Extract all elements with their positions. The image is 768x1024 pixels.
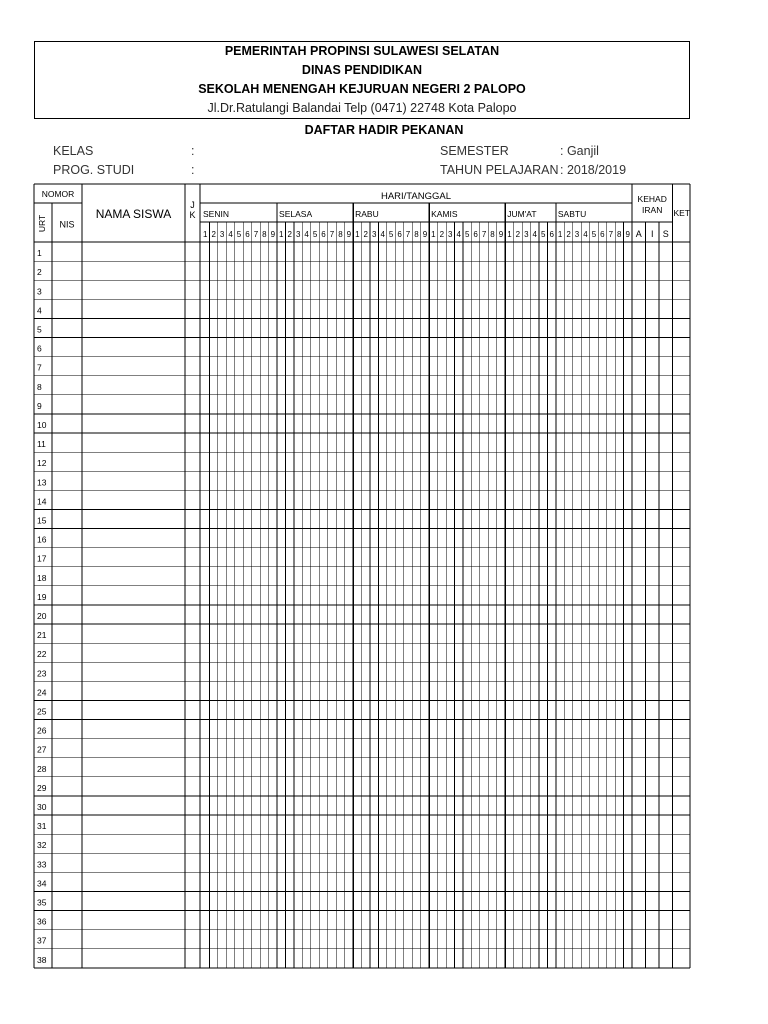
period-number: 4 [304, 230, 309, 239]
attendance-code-s: S [662, 229, 669, 239]
period-number: 4 [456, 230, 461, 239]
row-number: 19 [37, 591, 47, 602]
jk-label-j: J [190, 200, 195, 210]
period-number: 1 [202, 230, 208, 239]
row-number: 12 [37, 458, 47, 469]
row-number: 32 [37, 840, 47, 851]
period-number: 6 [321, 230, 326, 239]
period-number: 4 [228, 230, 233, 239]
period-number: 2 [439, 230, 445, 239]
row-number: 10 [37, 420, 47, 430]
kehadiran-label-line2: IRAN [642, 205, 663, 215]
period-number: 6 [397, 230, 402, 239]
kelas-label: KELAS [53, 144, 94, 158]
period-number: 9 [422, 230, 428, 239]
period-number: 1 [507, 230, 512, 239]
urt-label: URT [37, 214, 47, 233]
attendance-code-i: I [650, 229, 654, 239]
period-number: 8 [617, 230, 622, 239]
row-number: 25 [37, 706, 47, 717]
day-label-jumat: JUM'AT [507, 209, 537, 219]
semester-label: SEMESTER [440, 144, 509, 158]
period-number: 8 [414, 230, 419, 239]
row-number: 29 [37, 782, 47, 793]
row-number: 35 [37, 897, 47, 908]
header-government: PEMERINTAH PROPINSI SULAWESI SELATAN [224, 44, 500, 58]
row-number: 34 [37, 878, 47, 889]
row-number: 17 [37, 553, 47, 564]
row-number: 3 [37, 286, 42, 297]
period-number: 1 [279, 230, 284, 239]
row-number: 15 [37, 515, 47, 526]
period-number: 3 [524, 230, 529, 239]
period-number: 7 [481, 230, 487, 239]
period-number: 3 [371, 230, 377, 239]
row-number: 11 [37, 439, 46, 450]
period-number: 2 [515, 230, 521, 239]
row-number: 9 [37, 400, 42, 411]
jk-label-k: K [189, 210, 196, 220]
nis-label: NIS [59, 219, 75, 230]
row-number: 38 [37, 954, 47, 965]
row-number: 8 [37, 381, 42, 392]
row-number: 37 [37, 935, 47, 946]
day-label-senin: SENIN [203, 209, 229, 219]
nama-siswa-label: NAMA SISWA [95, 207, 172, 221]
period-number: 5 [591, 230, 597, 239]
row-number: 4 [37, 305, 42, 316]
period-number: 7 [253, 230, 259, 239]
row-number: 24 [37, 687, 47, 698]
row-number: 33 [37, 859, 47, 870]
period-number: 6 [245, 230, 250, 239]
row-number: 27 [37, 744, 47, 755]
period-number: 6 [600, 230, 605, 239]
semester-value: : Ganjil [560, 144, 599, 158]
prodi-label: PROG. STUDI [53, 163, 135, 177]
period-number: 3 [219, 230, 225, 239]
attendance-code-a: A [635, 229, 642, 239]
period-number: 3 [448, 230, 453, 239]
period-number: 5 [236, 230, 242, 239]
row-number: 6 [37, 343, 42, 354]
period-number: 6 [549, 230, 554, 239]
period-number: 2 [211, 230, 216, 239]
row-number: 20 [37, 611, 47, 621]
hari-tanggal-label: HARI/TANGGAL [380, 191, 451, 202]
period-number: 5 [540, 230, 546, 239]
row-number: 31 [37, 821, 47, 832]
period-number: 1 [557, 230, 563, 239]
prodi-colon: : [191, 163, 195, 177]
period-number: 8 [490, 230, 495, 239]
period-number: 4 [583, 230, 588, 239]
day-label-rabu: RABU [355, 209, 379, 219]
row-number: 7 [37, 362, 42, 373]
row-number: 26 [37, 725, 47, 736]
period-number: 8 [338, 230, 343, 239]
period-number: 7 [405, 230, 411, 239]
row-number: 18 [37, 572, 47, 583]
period-number: 5 [312, 230, 318, 239]
period-number: 3 [295, 230, 301, 239]
header-school-name: SEKOLAH MENENGAH KEJURUAN NEGERI 2 PALOPO [198, 82, 526, 96]
header-department: DINAS PENDIDIKAN [301, 63, 423, 77]
row-number: 22 [37, 649, 47, 660]
day-label-sabtu: SABTU [557, 209, 587, 219]
row-number: 23 [37, 668, 47, 679]
period-number: 9 [346, 230, 352, 239]
period-number: 6 [473, 230, 478, 239]
period-number: 3 [574, 230, 580, 239]
day-label-kamis: KAMIS [431, 209, 458, 219]
period-number: 9 [498, 230, 504, 239]
row-number: 1 [37, 248, 42, 259]
period-number: 8 [262, 230, 267, 239]
row-number: 36 [37, 916, 47, 927]
row-number: 5 [37, 324, 42, 335]
row-number: 13 [37, 477, 47, 488]
period-number: 2 [363, 230, 369, 239]
kehadiran-label-line1: KEHAD [637, 194, 667, 204]
period-number: 9 [270, 230, 276, 239]
tahun-value: : 2018/2019 [560, 163, 627, 177]
ket-label: KET [673, 208, 690, 218]
period-number: 2 [566, 230, 571, 239]
row-number: 2 [37, 267, 42, 278]
row-number: 16 [37, 534, 47, 545]
period-number: 9 [625, 230, 630, 239]
kelas-colon: : [191, 144, 195, 158]
document-title: DAFTAR HADIR PEKANAN [304, 123, 464, 137]
period-number: 5 [464, 230, 470, 239]
period-number: 4 [532, 230, 538, 239]
period-number: 4 [380, 230, 385, 239]
row-number: 28 [37, 763, 47, 774]
nomor-label: NOMOR [41, 189, 75, 199]
row-number: 30 [37, 802, 47, 812]
period-number: 1 [431, 230, 436, 239]
day-label-selasa: SELASA [279, 209, 313, 219]
period-number: 1 [355, 230, 360, 239]
period-number: 7 [608, 230, 614, 239]
period-number: 5 [388, 230, 394, 239]
header-address: Jl.Dr.Ratulangi Balandai Telp (0471) 22748 Kota Palopo [207, 101, 517, 115]
row-number: 21 [37, 630, 47, 641]
row-number: 14 [37, 496, 47, 507]
period-number: 7 [329, 230, 335, 239]
tahun-label: TAHUN PELAJARAN [440, 163, 559, 177]
period-number: 2 [287, 230, 292, 239]
